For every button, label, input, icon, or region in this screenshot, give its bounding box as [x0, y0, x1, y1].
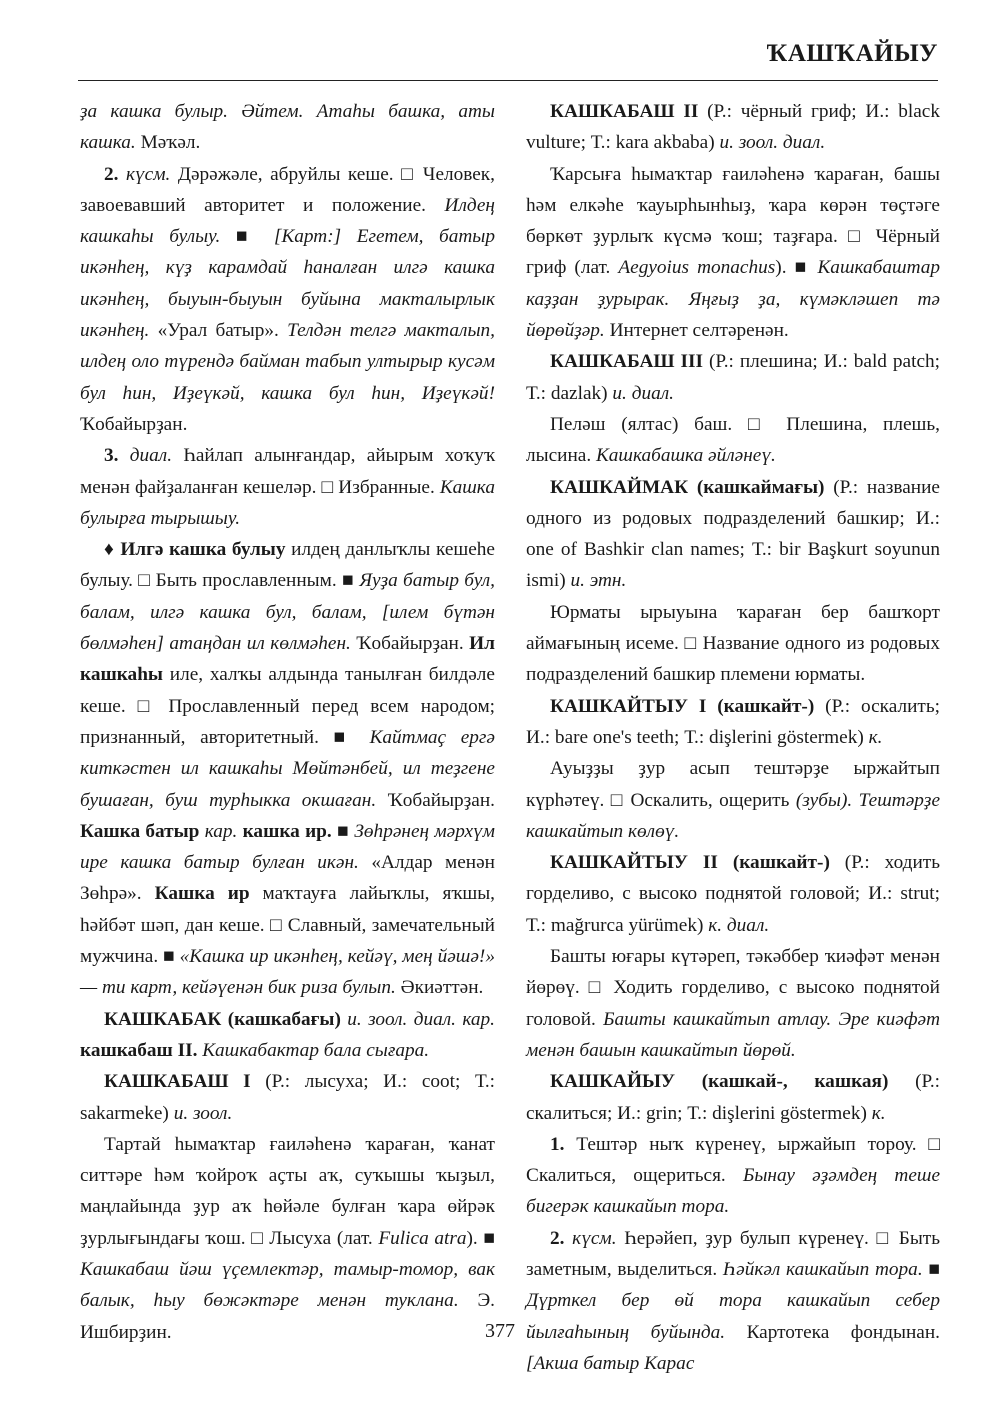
right-column-paragraph: Башты юғары күтәреп, тәкәббер ҡиәфәт менән йөрөү. □ Ходить горделиво, с высоко поднятой головой. Башты кашкайтып атлау. Эре киәфәт менән башын кашкайтып йөрөй.: [526, 946, 940, 1061]
left-column-paragraph: Тартай һымаҡтар ғаиләһенә ҡараған, ҡанат ситтәре һәм ҡойроҡ аҫты аҡ, суҡышы ҡыҙыл, маңлайында ҙур аҡ һөйәле булған ҡара өйрәк ҙурлығындағы ҡош. □ Лысуха (лат. Fulica atra). ■ Кашкабаш йәш үҫемлектәр, тамыр-томор, вак балык, һыу бөжәктәре менән туклана. Э. Ишбирҙин.: [80, 1133, 495, 1343]
left-column-paragraph: 3. диал. Һайлап алынғандар, айырым хоҡуҡ менән файҙаланған кешеләр. □ Избранные. Кашка булырға тырышыу.: [80, 445, 495, 529]
right-column-paragraph: Юрматы ырыуына ҡараған бер башҡорт аймағының исеме. □ Название одного из родовых подразделений башкир племени юрматы.: [526, 601, 940, 686]
right-column-paragraph: Ҡарсығa һымаҡтар ғаиләһенә ҡараған, башы һәм елкәһе ҡауырһынһыҙ, ҡара көрән төҫтәге бөркөт ҙурлыҡ күсмә ҡош; таҙғара. □ Чёрный гриф (лат. Aegyoius monachus). ■ Кашкабаштар каҙҙан ҙурырак. Яңғыҙ ҙа, күмәкләшеп тә йөрөйҙәр. Интернет селтәренән.: [526, 163, 941, 342]
left-column-paragraph: КАШКАБАК (кашкабағы) и. зоол. диал. кар. кашкабаш II. Кашкабактар бала сығара.: [80, 1008, 495, 1061]
right-column-paragraph: Ауыҙҙы ҙур асып тештәрҙе ыржайтып күрһәтеү. □ Оскалить, ощерить (зубы). Тештәрҙе кашкайтып көлөү.: [526, 758, 940, 842]
right-column-paragraph: КАШКАЙМАК (кашкаймағы) (Р.: название одного из родовых подразделений башкир; И.: one of Bashkir clan names; Т.: bir Başkurt soyunun ismi) и. этн.: [526, 476, 940, 592]
page-number: 377: [485, 1320, 515, 1342]
right-column-paragraph: 1. Тештәр ныҡ күренеү, ыржайып тороу. □ Скалиться, ощериться. Бынау әҙәмдең теше бигерәк кашкайып тора.: [526, 1133, 941, 1218]
left-column-paragraph: ҙа кашка булыр. Әйтем. Атаһы башка, аты кашка. Мәҡәл.: [80, 101, 495, 154]
right-column-paragraph: КАШКАЙЫУ (кашкай-, кашкая) (Р.: скалиться; И.: grin; Т.: dişlerini göstermek) к.: [526, 1071, 941, 1124]
header-rule: [78, 80, 938, 81]
right-column-paragraph: КАШКАЙТЫУ II (кашкайт-) (Р.: ходить горделиво, с высоко поднятой головой; И.: strut; Т.: mağrurca yürümek) к. диал.: [526, 852, 940, 936]
right-column-paragraph: КАШКАЙТЫУ I (кашкайт-) (Р.: оскалить; И.: bare one's teeth; Т.: dişlerini göstermek) к.: [526, 695, 940, 748]
left-column-paragraph: 2. күсм. Дәрәжәле, абруйлы кеше. □ Человек, завоевавший авторитет и положение. Илдең кашкаһы булыу. ■ [Карт:] Егетем, батыр икәнһең, күҙ карамдай һаналған илгә кашка икәнһең, быуын-быуын буйына мактал​ырлык икәнһең. «Урал батыр». Телдән телгә мактал​ып, илдең оло түрендә байман табып ултырыр кусәм бул һин, Иҙеүкәй, кашка бул һин, Иҙеүкәй! Ҡобайырҙан.: [80, 163, 495, 435]
right-column: [526, 96, 940, 1379]
left-column-paragraph: КАШКАБАШ I (Р.: лысуха; И.: coot; Т.: sakarmeke) и. зоол.: [80, 1071, 495, 1124]
right-column-paragraph: КАШКАБАШ III (Р.: плешина; И.: bald patch; Т.: dazlak) и. диал.: [526, 351, 941, 404]
right-column-paragraph: КАШКАБАШ II (Р.: чёрный гриф; И.: black vulture; Т.: kara akbaba) и. зоол. диал.: [526, 101, 940, 154]
running-head: ҠАШҠАЙЫУ: [766, 40, 938, 67]
right-column-paragraph: 2. күсм. Һерәйеп, ҙур булып күренеү. □ Быть заметным, выделиться. Һәйкәл кашкайып тора. ■ Дүрткел бер өй тора кашкайып себер йылғаһының буйында. Картотека фондынан. [Акша батыр Карас: [526, 1227, 940, 1374]
left-column: [80, 96, 495, 1348]
right-column-paragraph: Пеләш (ялтас) баш. □ Плешина, плешь, лысина. Кашкабашка әйләнеү.: [526, 413, 940, 467]
left-column-paragraph: ♦ Илгә кашка булыу илдең данлыҡлы кешеһе булыу. □ Быть прославленным. ■ Яуҙа батыр бул, балам, илгә кашка бул, балам, [илем бүтән бөлмәһен] атаңдан ил көлмәһен. Ҡобайырҙан. Ил кашкаһы иле, халҡы алдында танылған билдәле кеше. □ Прославленный перед всем народом; признанный, авторитетный. ■ Кайтмаҫ ергә киткәстен ил кашкаһы Мөйтәнбей, ил теҙгене бушаған, буш турһыкка окшаған. Ҡобайырҙан. Кашка батыр кар. кашка ир. ■ Зөһрәнең мәрхүм ире кашка батыр булған икән. «Алдар менән Зөһрә». Кашка ир маҡтауға лайыҡлы, яҡшы, һәйбәт шәп, дан кеше. □ Славный, замечательный мужчина. ■ «Кашка ир икәнһең, кейәү, мең йәшә!» — ти карт, кейәүенән бик риза булып. Әкиәттән.: [80, 539, 496, 999]
